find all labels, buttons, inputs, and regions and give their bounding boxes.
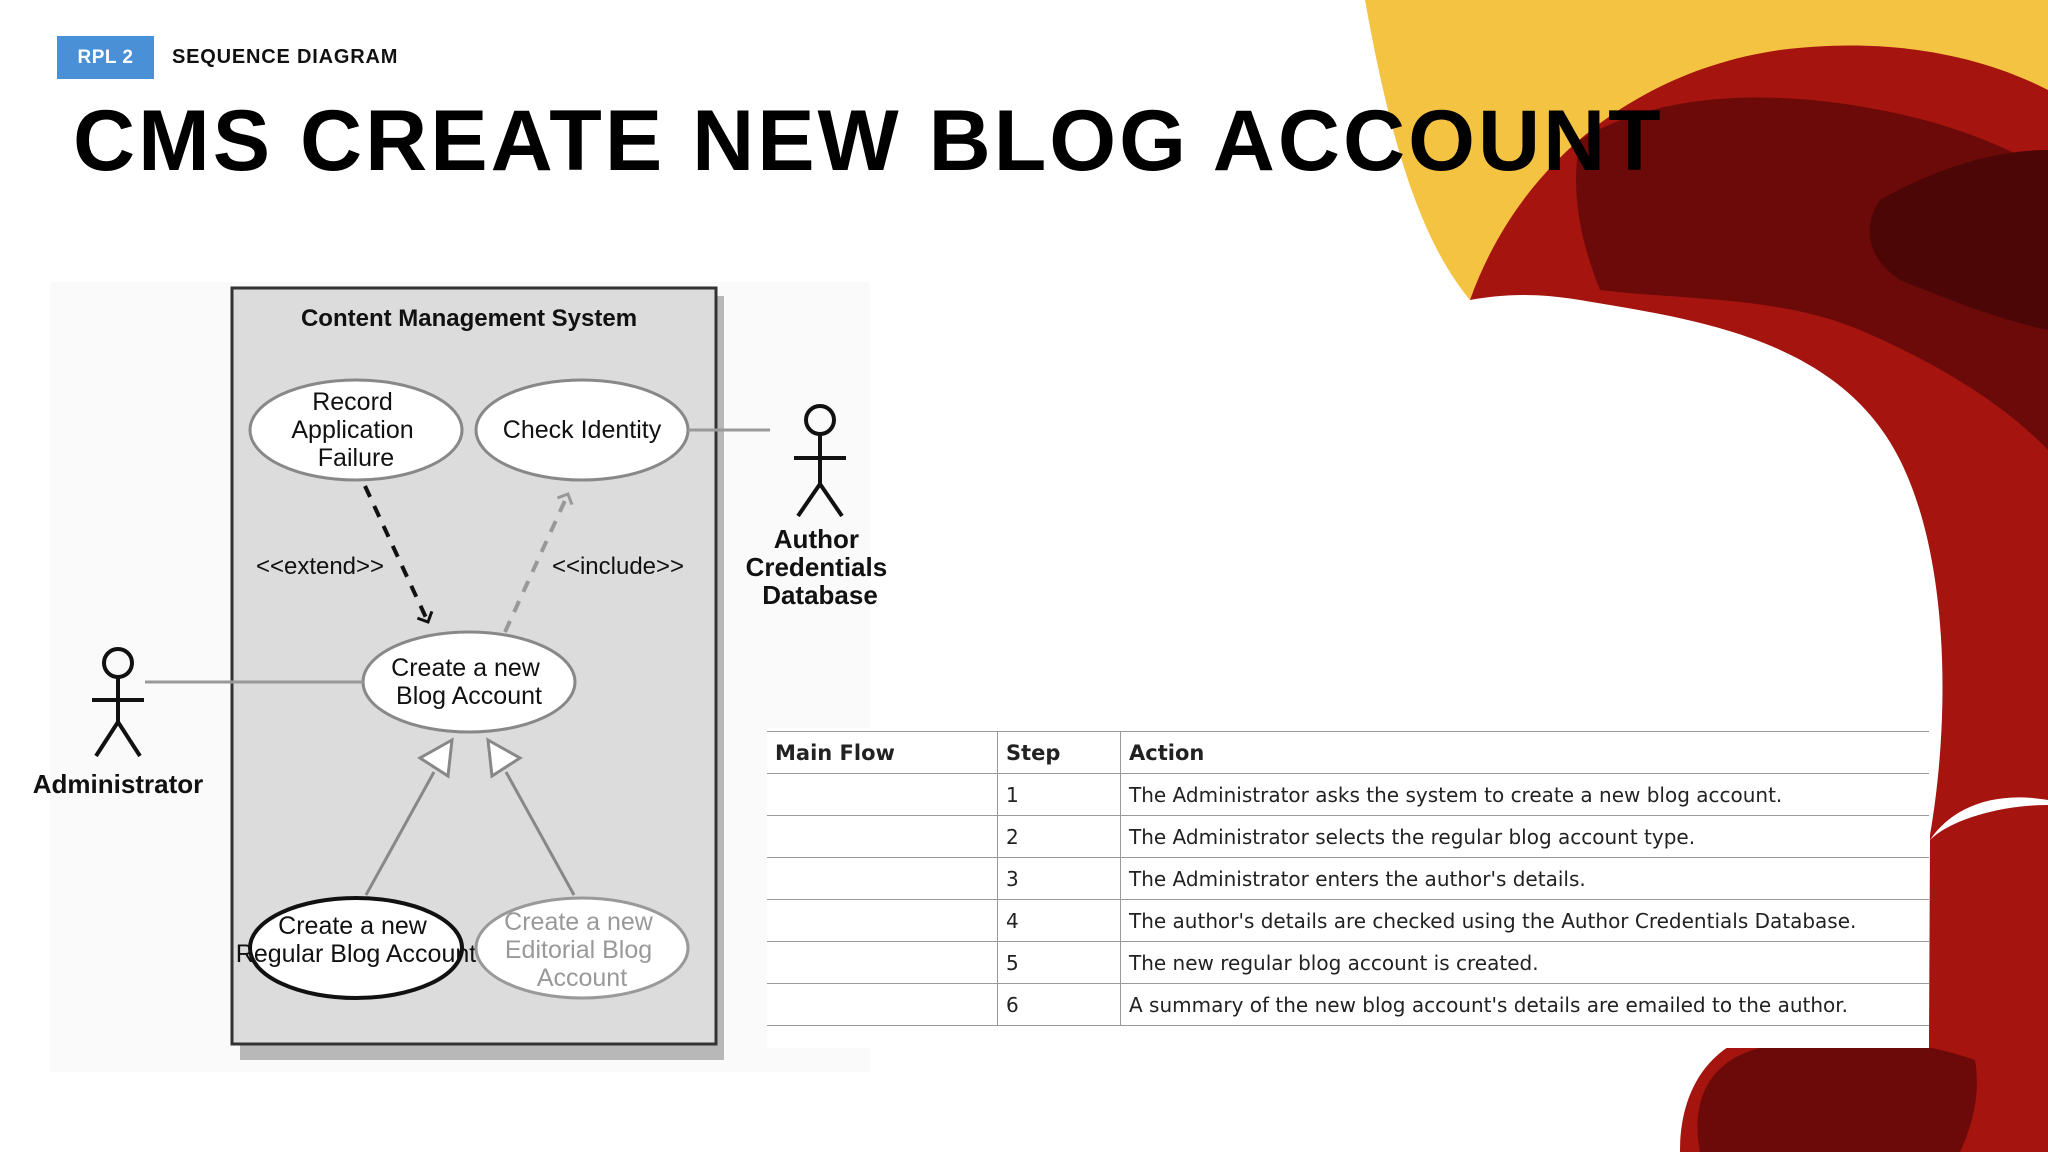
usecase-create-blog-label: Create a new Blog Account xyxy=(391,654,542,710)
header-main-flow: Main Flow xyxy=(767,732,998,774)
table-row xyxy=(767,816,1929,858)
cell-step: 1 xyxy=(998,774,1121,816)
cell-action: The Administrator selects the regular blog account type. xyxy=(1121,816,1930,858)
table-header-row xyxy=(767,732,1929,774)
table-row xyxy=(767,942,1929,984)
cell-flow xyxy=(767,984,998,1026)
cell-step: 5 xyxy=(998,942,1121,984)
cell-action: The Administrator asks the system to create a new blog account. xyxy=(1121,774,1930,816)
cell-step: 6 xyxy=(998,984,1121,1026)
cell-flow xyxy=(767,858,998,900)
actor-author-db-label: Author Credentials Database xyxy=(745,524,888,610)
usecase-record-failure-label: Record Application Failure xyxy=(291,388,414,472)
usecase-create-regular-label: Create a new Regular Blog Account xyxy=(235,912,477,968)
cell-action: The author's details are checked using the Author Credentials Database. xyxy=(1121,900,1930,942)
section-label: SEQUENCE DIAGRAM xyxy=(172,46,399,68)
cell-step: 4 xyxy=(998,900,1121,942)
page-title: CMS CREATE NEW BLOG ACCOUNT xyxy=(73,93,1664,189)
cell-action: The new regular blog account is created. xyxy=(1121,942,1930,984)
actor-administrator xyxy=(92,649,144,756)
cell-step: 3 xyxy=(998,858,1121,900)
table-row xyxy=(767,984,1929,1026)
system-name: Content Management System xyxy=(300,305,638,332)
header-step: Step xyxy=(998,732,1121,774)
cell-step: 2 xyxy=(998,816,1121,858)
extend-label: <<extend>> xyxy=(255,553,385,580)
usecase-create-editorial-label: Create a new Editorial Blog Account xyxy=(504,908,653,992)
table-row xyxy=(767,774,1929,816)
table-row xyxy=(767,900,1929,942)
course-badge: RPL 2 xyxy=(57,36,154,79)
cell-flow xyxy=(767,774,998,816)
actor-administrator-label: Administrator xyxy=(32,769,204,799)
cell-flow xyxy=(767,900,998,942)
include-label: <<include>> xyxy=(551,553,685,580)
table-row xyxy=(767,858,1929,900)
cell-flow xyxy=(767,816,998,858)
main-flow-table xyxy=(767,731,1929,1026)
usecase-check-identity-label: Check Identity xyxy=(502,416,662,444)
cell-action: A summary of the new blog account's details are emailed to the author. xyxy=(1121,984,1930,1026)
header-action: Action xyxy=(1121,732,1930,774)
cell-flow xyxy=(767,942,998,984)
cell-action: The Administrator enters the author's details. xyxy=(1121,858,1930,900)
actor-author-db xyxy=(794,406,846,516)
